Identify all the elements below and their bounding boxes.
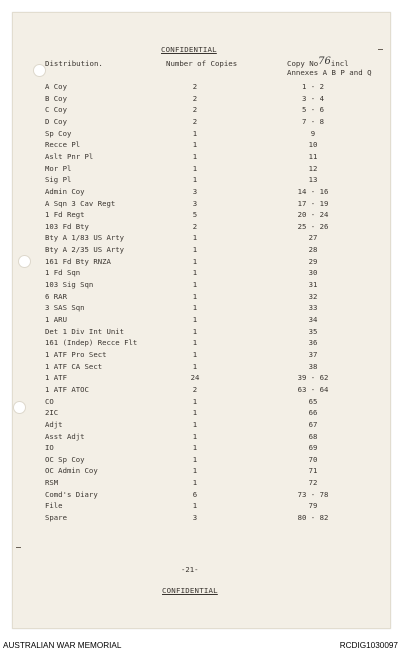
table-row <box>13 442 390 454</box>
row-unit-name: A Sqn 3 Cav Regt <box>45 198 116 208</box>
row-unit-name: Mor Pl <box>45 163 72 173</box>
row-unit-name: Aslt Pnr Pl <box>45 151 94 161</box>
row-copy-count: 3 <box>192 186 198 196</box>
row-copy-count: 1 <box>192 128 198 138</box>
row-copy-range: 29 <box>308 256 318 266</box>
classification-footer: CONFIDENTIAL <box>162 586 218 595</box>
row-unit-name: 161 (Indep) Recce Flt <box>45 338 138 348</box>
table-row <box>13 489 390 501</box>
table-row <box>13 104 390 116</box>
row-copy-range: 32 <box>308 291 318 301</box>
row-copy-count: 1 <box>192 478 198 488</box>
classification-header: CONFIDENTIAL <box>161 45 217 54</box>
table-row <box>13 186 390 198</box>
table-row <box>13 302 390 314</box>
row-copy-count: 1 <box>192 245 198 255</box>
table-row <box>13 314 390 326</box>
row-copy-count: 2 <box>192 116 198 126</box>
row-copy-range: 65 <box>308 396 318 406</box>
row-copy-range: 73 - 78 <box>297 489 329 499</box>
archive-footer-bar <box>0 638 401 654</box>
row-copy-count: 24 <box>190 373 200 383</box>
table-row <box>13 454 390 466</box>
row-copy-count: 2 <box>192 221 198 231</box>
table-row <box>13 396 390 408</box>
row-unit-name: C Coy <box>45 105 67 115</box>
copy-no-label: Copy No <box>287 59 319 68</box>
handwritten-copy-number: 76 <box>318 56 331 67</box>
row-copy-range: 80 - 82 <box>297 513 329 523</box>
row-unit-name: RSM <box>45 478 59 488</box>
copies-column-header: Number of Copies <box>166 59 238 68</box>
table-row <box>13 337 390 349</box>
margin-mark <box>378 49 383 50</box>
table-row <box>13 477 390 489</box>
row-unit-name: File <box>45 501 63 511</box>
row-copy-count: 1 <box>192 140 198 150</box>
table-row <box>13 244 390 256</box>
table-row <box>13 116 390 128</box>
row-unit-name: 1 ATF CA Sect <box>45 361 103 371</box>
row-copy-range: 35 <box>308 326 318 336</box>
row-copy-range: 11 <box>308 151 318 161</box>
row-unit-name: Bty A 1/83 US Arty <box>45 233 125 243</box>
table-row <box>13 174 390 186</box>
row-unit-name: Det 1 Div Int Unit <box>45 326 125 336</box>
copy-no-incl: incl <box>330 59 349 68</box>
row-copy-range: 17 - 19 <box>297 198 329 208</box>
annexes-column-header: Annexes A B P and Q <box>287 68 372 77</box>
row-copy-range: 5 - 6 <box>302 105 324 115</box>
row-copy-count: 1 <box>192 501 198 511</box>
row-copy-count: 1 <box>192 175 198 185</box>
row-copy-range: 63 - 64 <box>297 384 329 394</box>
row-copy-range: 14 - 16 <box>297 186 329 196</box>
row-copy-count: 2 <box>192 82 198 91</box>
row-copy-count: 1 <box>192 233 198 243</box>
table-row <box>13 349 390 361</box>
row-unit-name: Admin Coy <box>45 186 85 196</box>
row-unit-name: Sp Coy <box>45 128 72 138</box>
row-copy-range: 27 <box>308 233 318 243</box>
row-copy-range: 1 - 2 <box>302 82 324 91</box>
row-unit-name: 103 Fd Bty <box>45 221 89 231</box>
row-copy-count: 1 <box>192 454 198 464</box>
table-row <box>13 139 390 151</box>
table-row <box>13 128 390 140</box>
row-unit-name: CO <box>45 396 54 406</box>
row-copy-count: 1 <box>192 291 198 301</box>
row-copy-range: 25 - 26 <box>297 221 329 231</box>
row-unit-name: 1 Fd Regt <box>45 210 85 220</box>
row-copy-count: 1 <box>192 326 198 336</box>
institution-label: AUSTRALIAN WAR MEMORIAL <box>3 641 122 650</box>
row-unit-name: IO <box>45 443 54 453</box>
row-unit-name: Sig Pl <box>45 175 72 185</box>
row-copy-count: 1 <box>192 396 198 406</box>
row-copy-range: 37 <box>308 349 318 359</box>
row-unit-name: 2IC <box>45 408 59 418</box>
row-copy-count: 1 <box>192 280 198 290</box>
document-page <box>12 12 391 629</box>
row-unit-name: 1 ATF <box>45 373 67 383</box>
row-unit-name: OC Sp Coy <box>45 454 85 464</box>
row-copy-range: 34 <box>308 315 318 324</box>
row-unit-name: Comd's Diary <box>45 489 98 499</box>
table-row <box>13 232 390 244</box>
row-copy-count: 1 <box>192 349 198 359</box>
table-row <box>13 326 390 338</box>
row-unit-name: 161 Fd Bty RNZA <box>45 256 111 266</box>
row-copy-count: 1 <box>192 361 198 371</box>
row-copy-count: 1 <box>192 466 198 476</box>
table-row <box>13 81 390 93</box>
row-copy-count: 1 <box>192 151 198 161</box>
row-copy-count: 1 <box>192 338 198 348</box>
row-copy-range: 20 - 24 <box>297 210 329 220</box>
row-unit-name: Recce Pl <box>45 140 81 150</box>
table-row <box>13 209 390 221</box>
row-copy-count: 5 <box>192 210 198 220</box>
row-unit-name: Asst Adjt <box>45 431 85 441</box>
row-unit-name: 6 RAR <box>45 291 67 301</box>
row-copy-range: 71 <box>308 466 318 476</box>
row-unit-name: Bty A 2/35 US Arty <box>45 245 125 255</box>
distribution-column-header: Distribution. <box>45 59 103 68</box>
row-copy-range: 39 - 62 <box>297 373 329 383</box>
row-copy-count: 1 <box>192 408 198 418</box>
row-copy-range: 67 <box>308 419 318 429</box>
row-unit-name: 1 ATF Pro Sect <box>45 349 107 359</box>
row-copy-range: 30 <box>308 268 318 278</box>
row-copy-range: 70 <box>308 454 318 464</box>
row-unit-name: Spare <box>45 513 67 523</box>
row-copy-range: 10 <box>308 140 318 150</box>
row-copy-range: 13 <box>308 175 318 185</box>
table-row <box>13 151 390 163</box>
margin-mark <box>16 547 21 548</box>
row-copy-range: 38 <box>308 361 318 371</box>
table-row <box>13 384 390 396</box>
row-copy-range: 68 <box>308 431 318 441</box>
row-unit-name: 1 Fd Sqn <box>45 268 81 278</box>
reference-code: RCDIG1030097 <box>339 641 398 650</box>
row-copy-count: 1 <box>192 315 198 324</box>
table-row <box>13 221 390 233</box>
row-unit-name: A Coy <box>45 82 67 91</box>
table-row <box>13 372 390 384</box>
row-copy-count: 1 <box>192 256 198 266</box>
row-copy-count: 3 <box>192 513 198 523</box>
row-copy-count: 1 <box>192 419 198 429</box>
row-copy-count: 1 <box>192 163 198 173</box>
row-unit-name: 1 ATF ATOC <box>45 384 89 394</box>
row-unit-name: 3 SAS Sqn <box>45 303 85 313</box>
table-row <box>13 419 390 431</box>
row-unit-name: 103 Sig Sqn <box>45 280 94 290</box>
row-copy-range: 72 <box>308 478 318 488</box>
row-copy-count: 2 <box>192 93 198 103</box>
row-copy-range: 66 <box>308 408 318 418</box>
row-unit-name: Adjt <box>45 419 63 429</box>
row-unit-name: D Coy <box>45 116 67 126</box>
row-unit-name: B Coy <box>45 93 67 103</box>
row-copy-range: 31 <box>308 280 318 290</box>
row-unit-name: 1 ARU <box>45 315 67 324</box>
row-copy-range: 79 <box>308 501 318 511</box>
table-row <box>13 267 390 279</box>
row-copy-range: 12 <box>308 163 318 173</box>
table-row <box>13 512 390 524</box>
row-copy-range: 69 <box>308 443 318 453</box>
table-row <box>13 465 390 477</box>
row-copy-range: 33 <box>308 303 318 313</box>
row-unit-name: OC Admin Coy <box>45 466 98 476</box>
table-row <box>13 407 390 419</box>
row-copy-count: 1 <box>192 303 198 313</box>
row-copy-range: 36 <box>308 338 318 348</box>
table-row <box>13 198 390 210</box>
table-row <box>13 361 390 373</box>
row-copy-count: 1 <box>192 443 198 453</box>
table-row <box>13 93 390 105</box>
table-row <box>13 163 390 175</box>
row-copy-count: 2 <box>192 384 198 394</box>
row-copy-range: 9 <box>310 128 316 138</box>
row-copy-count: 2 <box>192 105 198 115</box>
table-row <box>13 279 390 291</box>
row-copy-count: 6 <box>192 489 198 499</box>
table-row <box>13 291 390 303</box>
page-number: -21- <box>181 565 199 574</box>
row-copy-count: 1 <box>192 431 198 441</box>
row-copy-range: 28 <box>308 245 318 255</box>
table-row <box>13 431 390 443</box>
row-copy-range: 3 - 4 <box>302 93 324 103</box>
row-copy-count: 1 <box>192 268 198 278</box>
table-row <box>13 500 390 512</box>
row-copy-count: 3 <box>192 198 198 208</box>
row-copy-range: 7 - 8 <box>302 116 324 126</box>
table-row <box>13 256 390 268</box>
